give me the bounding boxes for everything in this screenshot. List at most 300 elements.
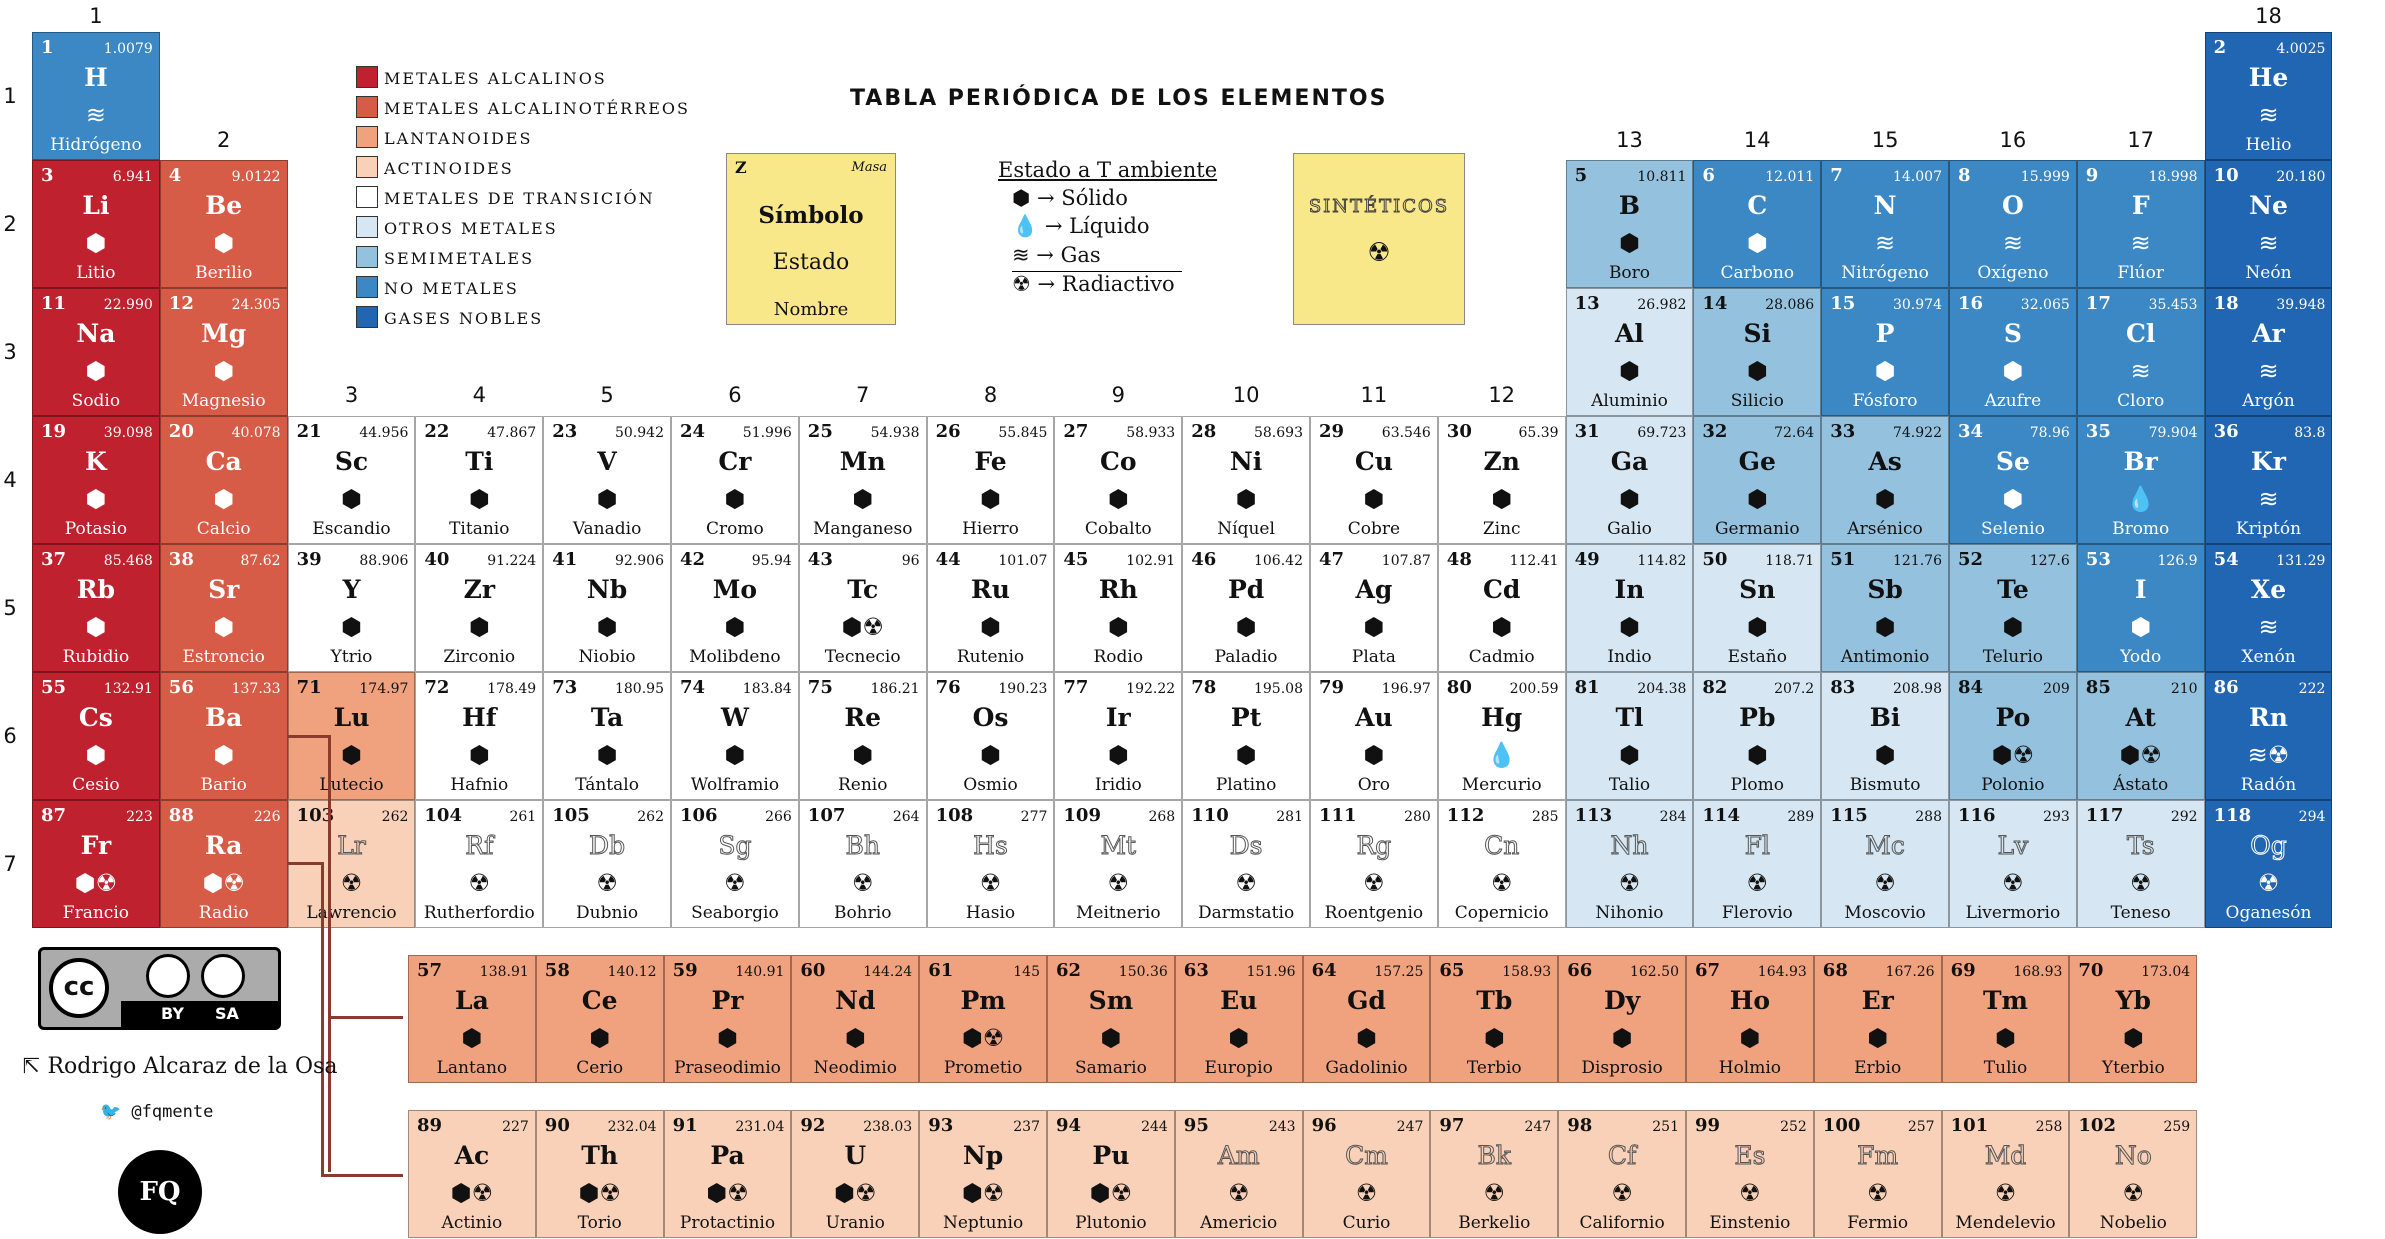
atomic-mass: 293 xyxy=(2043,809,2070,825)
element-cell-h[interactable] xyxy=(32,32,160,160)
element-cell-mo[interactable] xyxy=(671,544,799,672)
element-name: Cadmio xyxy=(1468,646,1535,667)
element-cell-as[interactable] xyxy=(1821,416,1949,544)
element-cell-zn[interactable] xyxy=(1438,416,1566,544)
element-name: Nihonio xyxy=(1595,902,1664,923)
element-symbol: Hf xyxy=(462,703,497,732)
group-label: 12 xyxy=(1488,383,1516,407)
element-name: Rutenio xyxy=(956,646,1025,667)
element-cell-hg[interactable] xyxy=(1438,672,1566,800)
element-symbol: Mg xyxy=(201,319,247,348)
element-cell-sm[interactable] xyxy=(1047,955,1175,1083)
element-symbol: Br xyxy=(2123,447,2158,476)
element-cell-hs[interactable] xyxy=(927,800,1055,928)
element-cell-li[interactable] xyxy=(32,160,160,288)
license-by: BY xyxy=(161,1004,184,1023)
atomic-mass: 6.941 xyxy=(112,169,153,185)
element-cell-rf[interactable] xyxy=(415,800,543,928)
atomic-mass: 223 xyxy=(126,809,153,825)
element-symbol: Sc xyxy=(334,447,369,476)
element-cell-bh[interactable] xyxy=(799,800,927,928)
atomic-number: 29 xyxy=(1319,421,1345,442)
solid-icon: ⬢ xyxy=(2002,357,2024,385)
radioactive-icon: ☢ xyxy=(596,869,618,897)
atomic-number: 33 xyxy=(1830,421,1856,442)
element-cell-al[interactable] xyxy=(1566,288,1694,416)
element-cell-no[interactable] xyxy=(2069,1110,2197,1238)
atomic-mass: 20.180 xyxy=(2276,169,2326,185)
element-cell-os[interactable] xyxy=(927,672,1055,800)
element-name: Osmio xyxy=(963,774,1018,795)
atomic-number: 61 xyxy=(928,960,954,981)
element-cell-ne[interactable] xyxy=(2205,160,2333,288)
element-cell-s[interactable] xyxy=(1949,288,2077,416)
element-name: Indio xyxy=(1607,646,1652,667)
element-cell-n[interactable] xyxy=(1821,160,1949,288)
element-symbol: Ge xyxy=(1738,447,1776,476)
atomic-mass: 285 xyxy=(1531,809,1559,825)
element-cell-mg[interactable] xyxy=(160,288,288,416)
element-cell-zr[interactable] xyxy=(415,544,543,672)
element-name: Plata xyxy=(1351,646,1396,667)
element-symbol: Eu xyxy=(1220,986,1258,1015)
element-cell-nb[interactable] xyxy=(543,544,671,672)
element-cell-ru[interactable] xyxy=(927,544,1055,672)
solid-icon: ⬢ xyxy=(213,485,235,513)
license-badge[interactable] xyxy=(38,947,281,1030)
element-cell-md[interactable] xyxy=(1942,1110,2070,1238)
element-cell-pm[interactable] xyxy=(919,955,1047,1083)
element-symbol: Tc xyxy=(847,575,879,604)
atomic-number: 108 xyxy=(935,805,974,826)
atomic-mass: 226 xyxy=(253,809,281,825)
element-name: Lutecio xyxy=(319,774,384,795)
atomic-number: 40 xyxy=(424,549,450,570)
element-cell-ag[interactable] xyxy=(1310,544,1438,672)
legend-item xyxy=(356,276,519,298)
atomic-mass: 252 xyxy=(1780,1119,1807,1135)
element-symbol: Ru xyxy=(971,575,1010,604)
atomic-number: 55 xyxy=(41,677,67,698)
atomic-number: 102 xyxy=(2078,1115,2116,1136)
element-cell-bk[interactable] xyxy=(1430,1110,1558,1238)
atomic-number: 56 xyxy=(168,677,194,698)
atomic-mass: 32.065 xyxy=(2020,297,2070,313)
element-cell-ge[interactable] xyxy=(1693,416,1821,544)
element-cell-am[interactable] xyxy=(1175,1110,1303,1238)
synthetic-label: SINTÉTICOS xyxy=(1308,196,1450,217)
element-name: Mendelevio xyxy=(1955,1212,2056,1233)
element-name: Nitrógeno xyxy=(1841,262,1929,283)
connector-line xyxy=(328,735,331,1172)
element-cell-ba[interactable] xyxy=(160,672,288,800)
element-cell-rh[interactable] xyxy=(1054,544,1182,672)
element-cell-cf[interactable] xyxy=(1558,1110,1686,1238)
element-cell-rb[interactable] xyxy=(32,544,160,672)
atomic-mass: 24.305 xyxy=(231,297,281,313)
element-name: Selenio xyxy=(1980,518,2045,539)
element-cell-nd[interactable] xyxy=(791,955,919,1083)
state-key-gas: → Gas xyxy=(1036,243,1101,267)
element-cell-pu[interactable] xyxy=(1047,1110,1175,1238)
group-label: 8 xyxy=(983,383,998,407)
element-name: Hierro xyxy=(962,518,1019,539)
element-cell-bi[interactable] xyxy=(1821,672,1949,800)
element-cell-cu[interactable] xyxy=(1310,416,1438,544)
group-label: 9 xyxy=(1111,383,1125,407)
element-cell-ir[interactable] xyxy=(1054,672,1182,800)
element-symbol: Al xyxy=(1615,319,1644,348)
solid-icon: ⬢ xyxy=(213,741,235,769)
element-name: Talio xyxy=(1608,774,1651,795)
element-cell-ac[interactable] xyxy=(408,1110,536,1238)
element-cell-v[interactable] xyxy=(543,416,671,544)
element-cell-ta[interactable] xyxy=(543,672,671,800)
element-cell-sn[interactable] xyxy=(1693,544,1821,672)
attribution-icon xyxy=(146,954,190,998)
state-key-radio: → Radiactivo xyxy=(1037,272,1175,296)
element-symbol: Ca xyxy=(205,447,242,476)
element-cell-mn[interactable] xyxy=(799,416,927,544)
element-cell-er[interactable] xyxy=(1814,955,1942,1083)
element-cell-po[interactable] xyxy=(1949,672,2077,800)
legend-swatch xyxy=(356,306,378,328)
element-name: Terbio xyxy=(1466,1057,1522,1078)
element-cell-ce[interactable] xyxy=(536,955,664,1083)
element-cell-o[interactable] xyxy=(1949,160,2077,288)
atomic-number: 59 xyxy=(672,960,698,981)
element-cell-dy[interactable] xyxy=(1558,955,1686,1083)
element-name: Tulio xyxy=(1983,1057,2028,1078)
solid-radioactive-icon: ⬢☢ xyxy=(2119,741,2162,769)
atomic-mass: 101.07 xyxy=(998,553,1048,569)
element-cell-y[interactable] xyxy=(288,544,416,672)
radioactive-icon: ☢ xyxy=(1355,1179,1378,1207)
element-cell-pb[interactable] xyxy=(1693,672,1821,800)
atomic-number: 48 xyxy=(1446,549,1472,570)
atomic-number: 81 xyxy=(1574,677,1600,698)
element-cell-cs[interactable] xyxy=(32,672,160,800)
element-cell-sc[interactable] xyxy=(288,416,416,544)
element-cell-w[interactable] xyxy=(671,672,799,800)
solid-icon: ⬢ xyxy=(980,485,1001,513)
atomic-number: 73 xyxy=(552,677,578,698)
radioactive-icon: ☢ xyxy=(979,869,1002,897)
element-cell-br[interactable] xyxy=(2077,416,2205,544)
atomic-number: 50 xyxy=(1702,549,1728,570)
element-name: Bohrio xyxy=(833,902,892,923)
element-symbol: Ni xyxy=(1229,447,1263,476)
state-key-solid: → Sólido xyxy=(1037,186,1128,210)
element-cell-mc[interactable] xyxy=(1821,800,1949,928)
element-cell-ar[interactable] xyxy=(2205,288,2333,416)
atomic-mass: 243 xyxy=(1268,1119,1296,1135)
element-cell-u[interactable] xyxy=(791,1110,919,1238)
solid-icon: ⬢ xyxy=(341,485,362,513)
element-symbol: Co xyxy=(1100,447,1137,476)
group-label: 11 xyxy=(1360,383,1388,407)
element-cell-rg[interactable] xyxy=(1310,800,1438,928)
element-cell-tl[interactable] xyxy=(1566,672,1694,800)
element-symbol: Pd xyxy=(1227,575,1265,604)
atomic-mass: 18.998 xyxy=(2148,169,2198,185)
element-symbol: Lu xyxy=(333,703,370,732)
element-cell-ra[interactable] xyxy=(160,800,288,928)
element-cell-tc[interactable] xyxy=(799,544,927,672)
element-name: Manganeso xyxy=(812,518,913,539)
element-name: Radón xyxy=(2240,774,2297,795)
element-cell-tb[interactable] xyxy=(1430,955,1558,1083)
solid-icon: ⬢ xyxy=(717,1024,738,1052)
element-cell-db[interactable] xyxy=(543,800,671,928)
legend-item xyxy=(356,96,690,118)
element-cell-ni[interactable] xyxy=(1182,416,1310,544)
atomic-mass: 251 xyxy=(1652,1119,1679,1135)
element-name: Platino xyxy=(1215,774,1277,795)
element-name: Copernicio xyxy=(1454,902,1549,923)
solid-icon: ⬢ xyxy=(1619,613,1640,641)
element-cell-eu[interactable] xyxy=(1175,955,1303,1083)
element-symbol: Kr xyxy=(2251,447,2286,476)
atomic-number: 25 xyxy=(807,421,833,442)
element-name: Vanadio xyxy=(572,518,642,539)
solid-icon: ⬢ xyxy=(1483,1024,1505,1052)
atomic-number: 35 xyxy=(2085,421,2111,442)
element-name: Escandio xyxy=(312,518,391,539)
atomic-mass: 262 xyxy=(381,809,409,825)
atomic-mass: 162.50 xyxy=(1629,964,1679,980)
element-cell-sr[interactable] xyxy=(160,544,288,672)
element-name: Helio xyxy=(2245,134,2292,155)
element-symbol: At xyxy=(2125,703,2156,732)
solid-icon: ⬢ xyxy=(1746,741,1768,769)
author-link[interactable] xyxy=(22,1054,337,1079)
solid-icon: ⬢ xyxy=(85,357,107,385)
element-cell-au[interactable] xyxy=(1310,672,1438,800)
element-name: Plutonio xyxy=(1075,1212,1147,1233)
element-cell-cm[interactable] xyxy=(1303,1110,1431,1238)
atomic-mass: 262 xyxy=(637,809,664,825)
element-cell-fr[interactable] xyxy=(32,800,160,928)
atomic-number: 24 xyxy=(680,421,706,442)
element-cell-pt[interactable] xyxy=(1182,672,1310,800)
element-cell-in[interactable] xyxy=(1566,544,1694,672)
element-cell-ds[interactable] xyxy=(1182,800,1310,928)
element-cell-cn[interactable] xyxy=(1438,800,1566,928)
solid-icon: ⬢ xyxy=(1746,613,1768,641)
atomic-number: 5 xyxy=(1574,165,1588,186)
legend-label: ACTINOIDES xyxy=(384,159,514,178)
gas-icon: ≋ xyxy=(1875,229,1896,257)
element-name: Litio xyxy=(76,262,116,283)
element-cell-be[interactable] xyxy=(160,160,288,288)
element-name: Potasio xyxy=(64,518,128,539)
element-name: Livermorio xyxy=(1965,902,2061,923)
element-symbol: Ar xyxy=(2252,319,2285,348)
element-name: Hafnio xyxy=(450,774,509,795)
element-cell-og[interactable] xyxy=(2205,800,2333,928)
atomic-mass: 83.8 xyxy=(2294,425,2326,441)
atomic-mass: 186.21 xyxy=(870,681,920,697)
atomic-number: 116 xyxy=(1958,805,1996,826)
element-cell-at[interactable] xyxy=(2077,672,2205,800)
solid-icon: ⬢ xyxy=(844,1024,866,1052)
element-cell-th[interactable] xyxy=(536,1110,664,1238)
element-cell-es[interactable] xyxy=(1686,1110,1814,1238)
share-alike-icon xyxy=(201,954,245,998)
element-cell-c[interactable] xyxy=(1693,160,1821,288)
element-cell-na[interactable] xyxy=(32,288,160,416)
cc-icon: cc xyxy=(49,958,109,1018)
element-name: Bario xyxy=(200,774,247,795)
atomic-mass: 210 xyxy=(2170,681,2198,697)
element-cell-co[interactable] xyxy=(1054,416,1182,544)
element-cell-nh[interactable] xyxy=(1566,800,1694,928)
atomic-mass: 107.87 xyxy=(1381,553,1431,569)
element-cell-kr[interactable] xyxy=(2205,416,2333,544)
atomic-number: 111 xyxy=(1319,805,1357,826)
atomic-number: 10 xyxy=(2213,165,2239,186)
element-cell-te[interactable] xyxy=(1949,544,2077,672)
atomic-mass: 180.95 xyxy=(614,681,664,697)
element-cell-rn[interactable] xyxy=(2205,672,2333,800)
element-cell-gd[interactable] xyxy=(1303,955,1431,1083)
solid-icon: ⬢ xyxy=(724,613,746,641)
atomic-number: 3 xyxy=(41,165,54,186)
atomic-number: 11 xyxy=(41,293,67,314)
element-cell-pa[interactable] xyxy=(664,1110,792,1238)
atomic-number: 2 xyxy=(2213,37,2227,58)
element-symbol: Sn xyxy=(1739,575,1776,604)
element-cell-yb[interactable] xyxy=(2069,955,2197,1083)
solid-radioactive-icon: ⬢☢ xyxy=(834,1179,877,1207)
element-cell-np[interactable] xyxy=(919,1110,1047,1238)
atomic-mass: 132.91 xyxy=(103,681,153,697)
element-name: Disprosio xyxy=(1581,1057,1663,1078)
element-cell-ti[interactable] xyxy=(415,416,543,544)
radioactive-icon: ☢ xyxy=(1227,1179,1250,1207)
atomic-number: 92 xyxy=(800,1115,826,1136)
element-name: Tecnecio xyxy=(824,646,901,667)
element-cell-cl[interactable] xyxy=(2077,288,2205,416)
element-cell-k[interactable] xyxy=(32,416,160,544)
atomic-number: 89 xyxy=(417,1115,443,1136)
atomic-number: 4 xyxy=(168,165,182,186)
solid-icon: ⬢ xyxy=(1746,229,1768,257)
group-label: 3 xyxy=(344,383,359,407)
solid-icon: ⬢ xyxy=(596,613,618,641)
period-label: 5 xyxy=(3,596,17,620)
atomic-number: 52 xyxy=(1958,549,1984,570)
element-symbol: Es xyxy=(1734,1141,1766,1170)
solid-icon: ⬢ xyxy=(1363,741,1385,769)
element-cell-sg[interactable] xyxy=(671,800,799,928)
element-cell-xe[interactable] xyxy=(2205,544,2333,672)
element-symbol: Sg xyxy=(718,831,752,860)
state-key-title: Estado a T ambiente xyxy=(998,158,1218,182)
element-cell-hf[interactable] xyxy=(415,672,543,800)
atomic-number: 46 xyxy=(1191,549,1217,570)
solid-icon: ⬢ xyxy=(1867,1024,1889,1052)
element-cell-p[interactable] xyxy=(1821,288,1949,416)
element-symbol: Pr xyxy=(711,986,744,1015)
gas-icon: ≋ xyxy=(1012,243,1030,267)
element-name: Estroncio xyxy=(182,646,265,667)
solid-icon: ⬢ xyxy=(2002,485,2024,513)
element-cell-cd[interactable] xyxy=(1438,544,1566,672)
atomic-mass: 30.974 xyxy=(1892,297,1942,313)
element-cell-ga[interactable] xyxy=(1566,416,1694,544)
period-label: 3 xyxy=(3,340,17,364)
radioactive-icon: ☢ xyxy=(1012,272,1031,296)
element-cell-he[interactable] xyxy=(2205,32,2333,160)
element-cell-sb[interactable] xyxy=(1821,544,1949,672)
atomic-mass: 232.04 xyxy=(607,1119,657,1135)
atomic-mass: 74.922 xyxy=(1892,425,1942,441)
element-cell-se[interactable] xyxy=(1949,416,2077,544)
element-cell-ca[interactable] xyxy=(160,416,288,544)
solid-icon: ⬢ xyxy=(980,613,1001,641)
element-cell-fe[interactable] xyxy=(927,416,1055,544)
atomic-number: 85 xyxy=(2085,677,2111,698)
element-cell-f[interactable] xyxy=(2077,160,2205,288)
atomic-mass: 102.91 xyxy=(1126,553,1176,569)
radioactive-icon: ☢ xyxy=(2002,869,2024,897)
atomic-number: 57 xyxy=(417,960,443,981)
element-cell-ts[interactable] xyxy=(2077,800,2205,928)
atomic-number: 21 xyxy=(296,421,322,442)
element-cell-i[interactable] xyxy=(2077,544,2205,672)
solid-icon: ⬢ xyxy=(213,229,235,257)
element-symbol: Te xyxy=(1997,575,2029,604)
element-symbol: Ac xyxy=(454,1141,490,1170)
element-cell-si[interactable] xyxy=(1693,288,1821,416)
atomic-mass: 91.224 xyxy=(487,553,537,569)
element-cell-cr[interactable] xyxy=(671,416,799,544)
solid-icon: ⬢ xyxy=(852,485,874,513)
solid-icon: ⬢ xyxy=(1363,485,1385,513)
twitter-link[interactable] xyxy=(100,1102,213,1122)
element-cell-re[interactable] xyxy=(799,672,927,800)
element-name: Radio xyxy=(198,902,249,923)
element-cell-la[interactable] xyxy=(408,955,536,1083)
radioactive-icon: ☢ xyxy=(1994,1179,2017,1207)
key-nombre: Nombre xyxy=(773,299,849,320)
solid-icon: ⬢ xyxy=(1235,613,1257,641)
atomic-mass: 138.91 xyxy=(479,964,529,980)
element-cell-pr[interactable] xyxy=(664,955,792,1083)
connector-line xyxy=(321,1174,403,1177)
element-cell-ho[interactable] xyxy=(1686,955,1814,1083)
element-symbol: Rn xyxy=(2249,703,2288,732)
element-cell-fl[interactable] xyxy=(1693,800,1821,928)
element-cell-fm[interactable] xyxy=(1814,1110,1942,1238)
element-cell-b[interactable] xyxy=(1566,160,1694,288)
element-cell-lv[interactable] xyxy=(1949,800,2077,928)
element-name: Actinio xyxy=(441,1212,503,1233)
solid-radioactive-icon: ⬢☢ xyxy=(706,1179,749,1207)
element-name: Cobre xyxy=(1347,518,1401,539)
element-cell-tm[interactable] xyxy=(1942,955,2070,1083)
atomic-number: 110 xyxy=(1191,805,1229,826)
radioactive-icon: ☢ xyxy=(340,869,363,897)
group-label: 6 xyxy=(728,383,742,407)
element-cell-pd[interactable] xyxy=(1182,544,1310,672)
element-symbol: Th xyxy=(581,1141,619,1170)
radioactive-icon: ☢ xyxy=(1363,869,1385,897)
atomic-number: 36 xyxy=(2213,421,2239,442)
element-cell-mt[interactable] xyxy=(1054,800,1182,928)
